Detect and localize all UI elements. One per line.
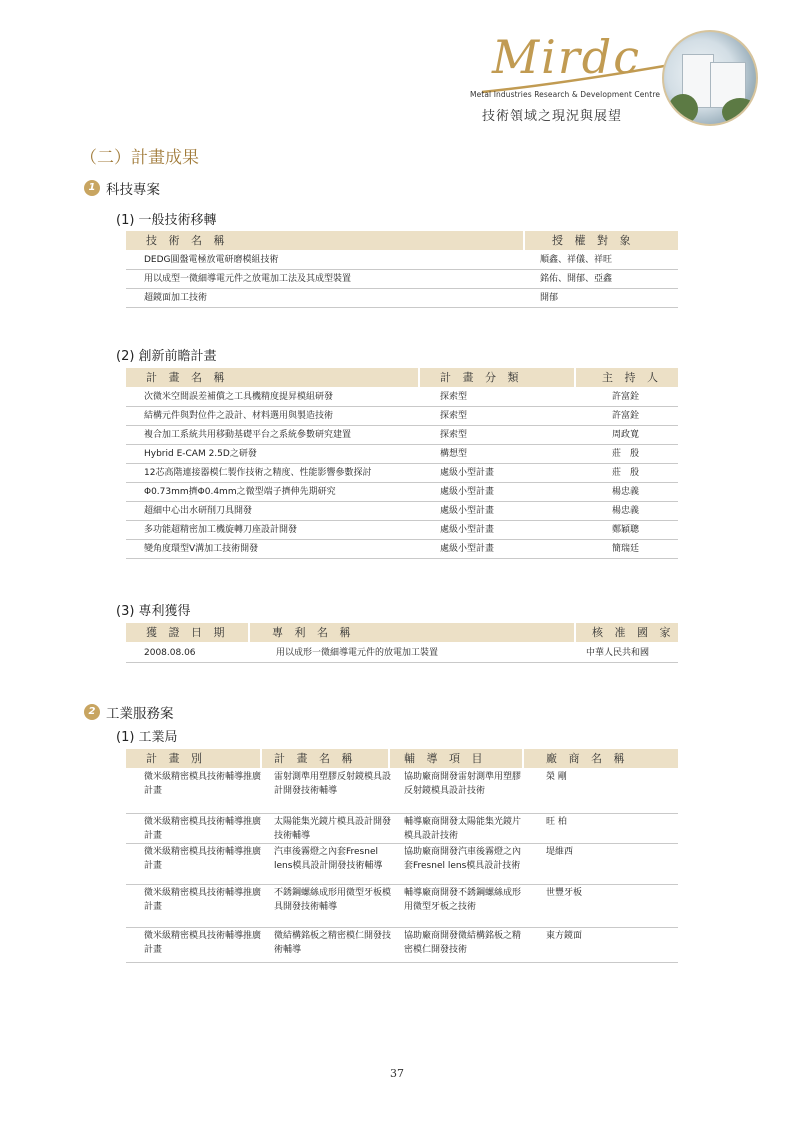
table-header-cell: 計 畫 分 類 bbox=[440, 371, 523, 384]
table-cell: 莊 殷 bbox=[612, 449, 640, 459]
table-cell: 太陽能集光鏡片模具設計開發技術輔導 bbox=[274, 817, 392, 841]
part2-title: 工業服務案 bbox=[106, 706, 174, 722]
table-cell: 協助廠商開發汽車後霧燈之內套Fresnel lens模具設計技術 bbox=[404, 847, 522, 871]
table-cell: 開郁 bbox=[540, 293, 559, 303]
table-row bbox=[126, 642, 678, 663]
table-cell: 用以成型一微細導電元件之放電加工法及其成型裝置 bbox=[144, 274, 352, 284]
table-cell: 微米級精密模具技術輔導推廣計畫 bbox=[144, 772, 262, 796]
table-row bbox=[126, 501, 678, 521]
table-row bbox=[126, 884, 678, 928]
table-header-cell: 計 畫 別 bbox=[146, 752, 206, 765]
table-row bbox=[126, 520, 678, 540]
table-cell: 簡瑞廷 bbox=[612, 544, 640, 554]
table-cell: 處級小型計畫 bbox=[440, 544, 495, 554]
table-cell: 堤維西 bbox=[546, 847, 574, 857]
table-header-cell: 計 畫 名 稱 bbox=[274, 752, 357, 765]
table-cell: 許富銓 bbox=[612, 411, 640, 421]
table-cell: 協助廠商開發微結構銘板之精密模仁開發技術 bbox=[404, 931, 522, 955]
patent-table-header bbox=[126, 623, 678, 642]
table-cell: 世豐牙板 bbox=[546, 888, 583, 898]
table-cell: 次微米空間誤差補償之工具機精度提昇模組研發 bbox=[144, 392, 334, 402]
table-row bbox=[126, 444, 678, 464]
table-cell: 微米級精密模具技術輔導推廣計畫 bbox=[144, 888, 262, 912]
table-cell: 不銹鋼螺絲成形用微型牙板模具開發技術輔導 bbox=[274, 888, 392, 912]
table-cell: 莊 殷 bbox=[612, 468, 640, 478]
table-row bbox=[126, 288, 678, 308]
part1-sub2-title: (2) 創新前瞻計畫 bbox=[116, 349, 217, 364]
table-cell: DEDG圓盤電極放電研磨模組技術 bbox=[144, 255, 279, 265]
table-cell: 探索型 bbox=[440, 430, 468, 440]
table-cell: 旺 柏 bbox=[546, 817, 567, 827]
table-cell: 楊忠義 bbox=[612, 487, 640, 497]
table-cell: 微結構銘板之精密模仁開發技術輔導 bbox=[274, 931, 392, 955]
table-header-cell: 計 畫 名 稱 bbox=[146, 371, 229, 384]
table-cell: 楊忠義 bbox=[612, 506, 640, 516]
table-header-cell: 廠 商 名 稱 bbox=[546, 752, 629, 765]
table-header-cell: 輔 導 項 目 bbox=[404, 752, 487, 765]
table-cell: 結構元件與對位件之設計、材料選用與製造技術 bbox=[144, 411, 334, 421]
table-cell: 處級小型計畫 bbox=[440, 487, 495, 497]
table-row bbox=[126, 482, 678, 502]
table-cell: 榮 剛 bbox=[546, 772, 567, 782]
table-cell: 複合加工系統共用移動基礎平台之系統參數研究建置 bbox=[144, 430, 352, 440]
table-row bbox=[126, 768, 678, 814]
number-badge-1: 1 bbox=[84, 180, 100, 196]
part1-sub3-title: (3) 專利獲得 bbox=[116, 604, 191, 619]
table-cell: 處級小型計畫 bbox=[440, 525, 495, 535]
table-cell: 變角度環型V溝加工技術開發 bbox=[144, 544, 259, 554]
table-header-cell: 專 利 名 稱 bbox=[272, 626, 355, 639]
table-cell: 超鏡面加工技術 bbox=[144, 293, 208, 303]
table-cell: 12芯高階連接器模仁製作技術之精度、性能影響參數探討 bbox=[144, 468, 372, 478]
industry-table-header bbox=[126, 749, 678, 768]
table-row bbox=[126, 406, 678, 426]
logo: Mirdc bbox=[492, 30, 642, 84]
header-tagline: 技術領域之現況與展望 bbox=[482, 109, 623, 124]
table-cell: Φ0.73mm擠Φ0.4mm之微型端子擠伸先期研究 bbox=[144, 487, 336, 497]
table-cell: 探索型 bbox=[440, 411, 468, 421]
table-cell: 多功能超精密加工機旋轉刀座設計開發 bbox=[144, 525, 298, 535]
table-header-cell: 獲 證 日 期 bbox=[146, 626, 229, 639]
section-title: （二）計畫成果 bbox=[80, 148, 199, 168]
table-cell: 汽車後霧燈之內套Fresnel lens模具設計開發技術輔導 bbox=[274, 847, 383, 871]
table-cell: 東方鏡面 bbox=[546, 931, 583, 941]
table-row bbox=[126, 539, 678, 559]
table-cell: 中華人民共和國 bbox=[586, 648, 650, 658]
table-cell: 微米級精密模具技術輔導推廣計畫 bbox=[144, 847, 262, 871]
table-cell: 周政寬 bbox=[612, 430, 640, 440]
innovation-table-header bbox=[126, 368, 678, 387]
table-cell: 順鑫、祥儀、祥旺 bbox=[540, 255, 613, 265]
table-header-cell: 技 術 名 稱 bbox=[146, 234, 229, 247]
table-cell: 用以成形一微細導電元件的放電加工裝置 bbox=[276, 648, 439, 658]
part1-sub1-title: (1) 一般技術移轉 bbox=[116, 213, 217, 228]
table-cell: 許富銓 bbox=[612, 392, 640, 402]
table-row bbox=[126, 269, 678, 289]
table-cell: 雷射測準用塑膠反射鏡模具設計開發技術輔導 bbox=[274, 772, 392, 796]
org-name: Metal Industries Research & Development Centre bbox=[470, 90, 661, 99]
table-row bbox=[126, 927, 678, 963]
page-header bbox=[462, 26, 762, 130]
part2-sub1-title: (1) 工業局 bbox=[116, 730, 178, 745]
table-cell: 協助廠商開發雷射測準用塑膠反射鏡模具設計技術 bbox=[404, 772, 522, 796]
table-cell: 構想型 bbox=[440, 449, 468, 459]
table-cell: 微米級精密模具技術輔導推廣計畫 bbox=[144, 817, 262, 841]
table-cell: 探索型 bbox=[440, 392, 468, 402]
table-cell: 處級小型計畫 bbox=[440, 468, 495, 478]
number-badge-2: 2 bbox=[84, 704, 100, 720]
tech-transfer-table-header bbox=[126, 231, 678, 250]
table-cell: Hybrid E-CAM 2.5D之研發 bbox=[144, 449, 257, 459]
table-header-cell: 核 准 國 家 bbox=[592, 626, 675, 639]
table-cell: 輔導廠商開發不銹鋼螺絲成形用微型牙板之技術 bbox=[404, 888, 522, 912]
building-photo bbox=[662, 30, 758, 126]
table-cell: 銘佑、開郁、亞鑫 bbox=[540, 274, 613, 284]
table-cell: 微米級精密模具技術輔導推廣計畫 bbox=[144, 931, 262, 955]
table-row bbox=[126, 387, 678, 407]
table-header-cell: 主 持 人 bbox=[602, 371, 662, 384]
table-cell: 超細中心出水研削刀具開發 bbox=[144, 506, 253, 516]
table-cell: 鄭穎聰 bbox=[612, 525, 640, 535]
table-row bbox=[126, 425, 678, 445]
table-cell: 2008.08.06 bbox=[144, 648, 196, 658]
page-number: 37 bbox=[390, 1067, 404, 1080]
table-cell: 處級小型計畫 bbox=[440, 506, 495, 516]
table-row bbox=[126, 813, 678, 844]
part1-title: 科技專案 bbox=[106, 182, 160, 198]
table-row bbox=[126, 463, 678, 483]
table-row bbox=[126, 250, 678, 270]
table-header-cell: 授 權 對 象 bbox=[552, 234, 635, 247]
table-row bbox=[126, 843, 678, 885]
table-cell: 輔導廠商開發太陽能集光鏡片模具設計技術 bbox=[404, 817, 522, 841]
